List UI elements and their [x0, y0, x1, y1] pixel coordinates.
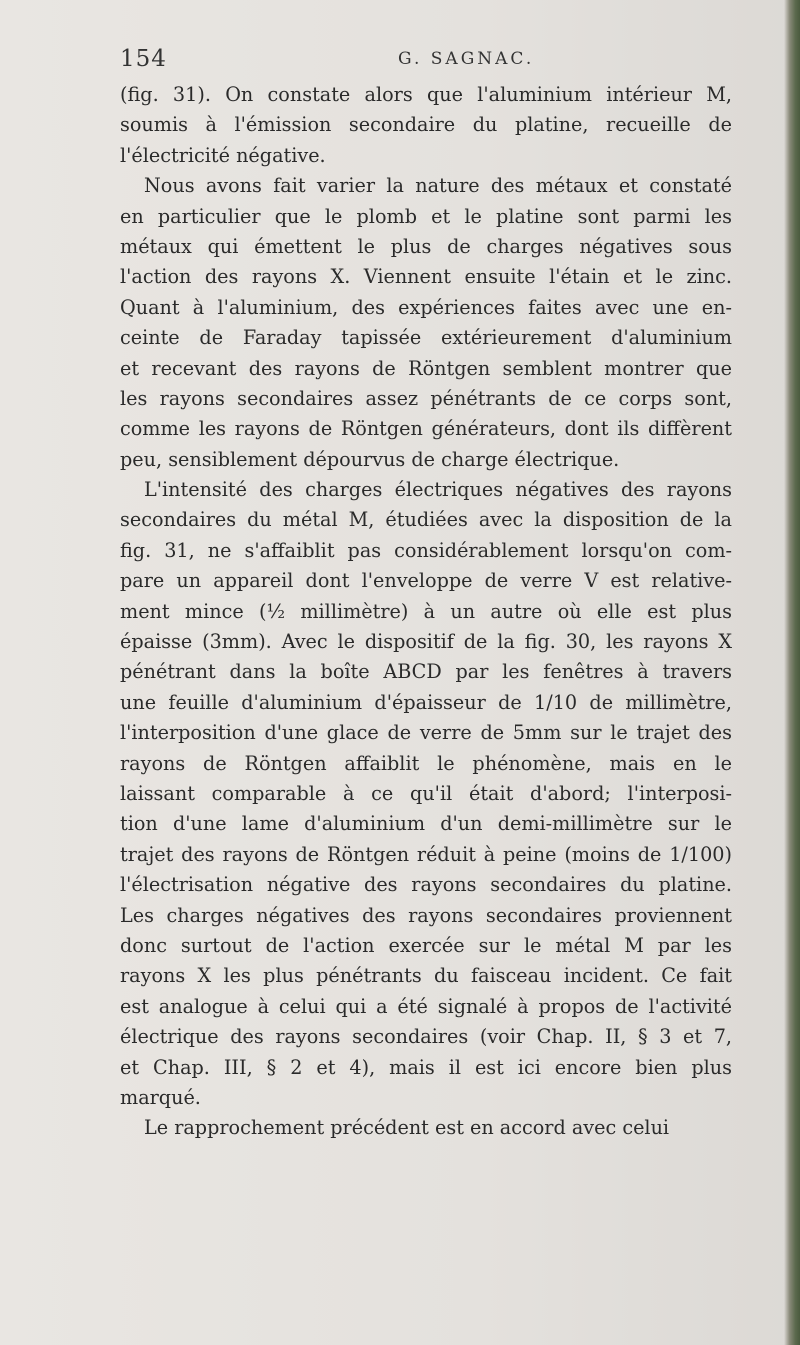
text-line: peu, sensiblement dépourvus de charge électrique. — [120, 447, 620, 471]
text-line: et Chap. III, § 2 et 4), mais il est ici encore bien plus — [120, 1055, 732, 1079]
body-text — [120, 80, 732, 1144]
text-line: L'intensité des charges électriques négatives des rayons — [144, 478, 732, 502]
paragraph — [120, 1113, 732, 1143]
text-line: rayons de Röntgen affaiblit le phénomène, mais en le — [120, 751, 732, 775]
text-line: soumis à l'émission secondaire du platine, recueille de — [120, 113, 732, 137]
text-line: Nous avons fait varier la nature des métaux et constaté — [144, 174, 732, 198]
text-line: épaisse (3mm). Avec le dispositif de la fig. 30, les rayons X — [120, 630, 732, 654]
text-line: une feuille d'aluminium d'épaisseur de 1/10 de millimètre, — [120, 690, 732, 714]
page-header — [120, 46, 730, 74]
text-line: comme les rayons de Röntgen générateurs, dont ils diffèrent — [120, 417, 732, 441]
text-line: et recevant des rayons de Röntgen semblent montrer que — [120, 356, 732, 380]
running-head: G. SAGNAC. — [398, 49, 535, 69]
text-line: ment mince (½ millimètre) à un autre où elle est plus — [120, 599, 732, 623]
text-line: l'interposition d'une glace de verre de 5mm sur le trajet des — [120, 721, 732, 745]
text-line: marqué. — [120, 1085, 201, 1109]
paragraph — [120, 171, 732, 475]
text-line: l'action des rayons X. Viennent ensuite l'étain et le zinc. — [120, 265, 732, 289]
text-line: est analogue à celui qui a été signalé à propos de l'activité — [120, 994, 732, 1018]
text-line: secondaires du métal M, étudiées avec la disposition de la — [120, 508, 732, 532]
text-line: Quant à l'aluminium, des expériences faites avec une en- — [120, 295, 732, 319]
text-line: pare un appareil dont l'enveloppe de verre V est relative- — [120, 569, 732, 593]
text-line: en particulier que le plomb et le platine sont parmi les — [120, 204, 732, 228]
text-line: donc surtout de l'action exercée sur le métal M par les — [120, 933, 732, 957]
text-line: l'électricité négative. — [120, 143, 326, 167]
paragraph — [120, 475, 732, 1113]
text-line: Le rapprochement précédent est en accord avec celui — [144, 1116, 670, 1140]
text-line: métaux qui émettent le plus de charges négatives sous — [120, 234, 732, 258]
binding-edge — [784, 0, 800, 1345]
text-line: laissant comparable à ce qu'il était d'abord; l'interposi- — [120, 781, 732, 805]
text-line: électrique des rayons secondaires (voir Chap. II, § 3 et 7, — [120, 1025, 732, 1049]
text-line: tion d'une lame d'aluminium d'un demi-millimètre sur le — [120, 812, 732, 836]
text-line: l'électrisation négative des rayons secondaires du platine. — [120, 873, 732, 897]
text-line: rayons X les plus pénétrants du faisceau incident. Ce fait — [120, 964, 732, 988]
text-line: pénétrant dans la boîte ABCD par les fenêtres à travers — [120, 660, 732, 684]
text-line: les rayons secondaires assez pénétrants de ce corps sont, — [120, 386, 732, 410]
text-line: (fig. 31). On constate alors que l'aluminium intérieur M, — [120, 83, 732, 106]
text-line: fig. 31, ne s'affaiblit pas considérablement lorsqu'on com- — [120, 538, 732, 562]
text-line: trajet des rayons de Röntgen réduit à peine (moins de 1/100) — [120, 842, 732, 866]
text-line: Les charges négatives des rayons secondaires proviennent — [120, 903, 732, 927]
paragraph — [120, 80, 732, 171]
page-number: 154 — [120, 46, 167, 72]
text-line: ceinte de Faraday tapissée extérieurement d'aluminium — [120, 326, 732, 350]
